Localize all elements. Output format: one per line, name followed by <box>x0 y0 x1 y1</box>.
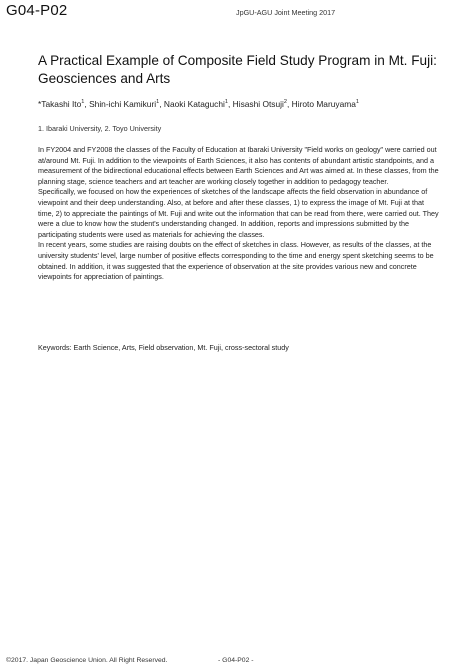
abstract-paragraph: Specifically, we focused on how the experiences of sketches of the landscape affects the field observation in abundance of viewpoint and their deep understanding. Also, at before and after these classes, 1) to express the image of Mt. Fuji at that time, 2) to appreciate the paintings of Mt. Fuji and write out the information that can be read from there, were carried out. They were a clue to know how the student's understanding changed. In addition, reports and impressions submitted by the participating students were used as materials for achieving the classes. <box>38 187 439 239</box>
author: Hisashi Otsuji$^2$ <box>232 99 287 109</box>
paper-title: A Practical Example of Composite Field Study Program in Mt. Fuji: Geosciences and Arts <box>38 53 437 86</box>
author: *Takashi Ito$^1$ <box>38 99 85 109</box>
author-list: *Takashi Ito$^1$, Shin-ichi Kamikuri$^1$, Naoki Kataguchi$^1$, Hisashi Otsuji$^2$, Hiroto Maruyama$^1$ <box>38 99 360 109</box>
abstract-paragraph: In recent years, some studies are raising doubts on the effect of sketches in class. However, as results of the classes, at the university students' level, large number of positive effects corresponding to the time and energy spent sketching seems to be obtained. In addition, it was suggested that the experience of observation at the site provides various new and concrete viewpoints for appreciation of paintings. <box>38 240 434 282</box>
abstract-body <box>38 145 440 283</box>
author: Naoki Kataguchi$^1$ <box>163 99 229 109</box>
keywords: Keywords: Earth Science, Arts, Field observation, Mt. Fuji, cross-sectoral study <box>38 343 289 352</box>
author: Hiroto Maruyama$^1$ <box>291 99 360 109</box>
page-number: - G04-P02 - <box>218 657 254 664</box>
author: Shin-ichi Kamikuri$^1$ <box>89 99 160 109</box>
abstract-paragraph: In FY2004 and FY2008 the classes of the Faculty of Education at Ibaraki University "Field works on geology" were carried out at/around Mt. Fuji. In addition to the viewpoints of Earth Sciences, it also has contents of abundant artistic standpoints, and a measurement of the bidirectional educational effects between Earth Sciences and Art was aimed at. In these classes, from the planning stage, science teachers and art teacher are working closely together in addition to pedagogy teacher. <box>38 145 439 186</box>
copyright-notice: ©2017. Japan Geoscience Union. All Right Reserved. <box>6 657 168 664</box>
session-code: G04-P02 <box>6 2 68 19</box>
affiliations: 1. Ibaraki University, 2. Toyo University <box>38 124 162 133</box>
meeting-name: JpGU-AGU Joint Meeting 2017 <box>236 8 336 17</box>
